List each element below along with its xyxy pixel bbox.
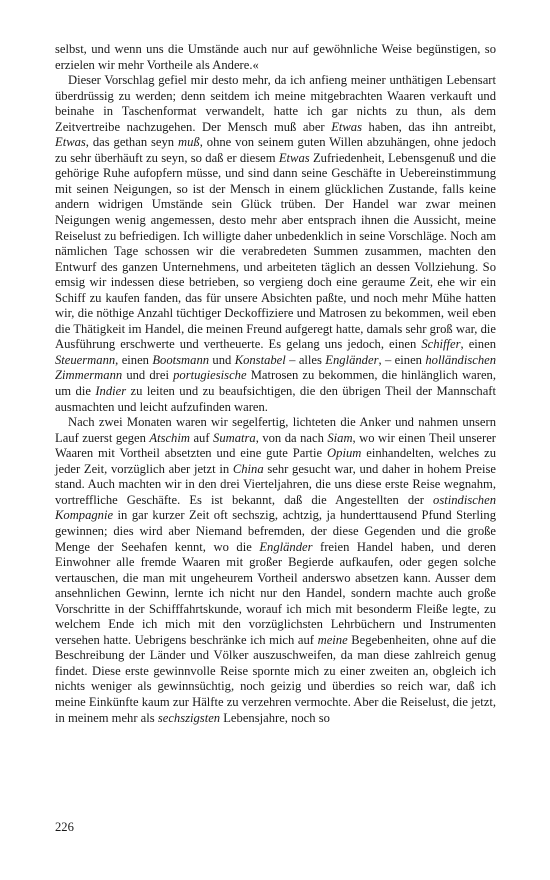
italic-text: Konstabel	[234, 352, 286, 367]
text-run: , – einen	[378, 352, 426, 367]
italic-text: Schiffer	[421, 337, 461, 352]
text-run: Nach zwei Monaten waren wir segelfertig, lichteten die Anker und nahmen unsern Lauf zuerst gegen	[55, 415, 496, 445]
text-run: und drei	[122, 368, 174, 383]
italic-text: Opium	[327, 446, 362, 461]
italic-text: Etwas	[278, 150, 310, 165]
text-run: , wo wir einen Theil unserer Waaren mit Vortheil absetzten und eine gute Partie	[55, 430, 496, 461]
italic-text: Bootsmann	[152, 352, 210, 367]
italic-text: Engländer	[325, 352, 379, 367]
text-run: , einen	[115, 352, 153, 367]
text-run: haben, das ihn antreibt,	[361, 119, 497, 134]
text-run: Lebensjahre, noch so	[220, 710, 330, 725]
italic-text: Indier	[95, 384, 127, 399]
text-run: , einen	[460, 337, 496, 352]
text-run: einhandelten, welches zu jeder Zeit, vorzüglich aber jetzt in	[55, 446, 496, 476]
page-body	[55, 42, 496, 726]
text-run: zu leiten und zu beaufsichtigen, die den übrigen Theil der Mannschaft ausmachten und leicht aufzufinden waren.	[55, 384, 496, 414]
italic-text: Siam	[327, 430, 353, 445]
text-run: und	[209, 352, 235, 367]
text-run: sehr gesucht war, und daher in hohem Preise stand. Auch machten wir in den drei Vierteljahren, die uns diese erste Reise wegnahm, vortreffliche Geschäfte. Es ist bekannt, daß die Angestellten der	[55, 461, 496, 507]
italic-text: Etwas	[55, 135, 86, 150]
text-run: selbst, und wenn uns die Umstände auch nur auf gewöhnliche Weise begünstigen, so erzielen wir mehr Vortheile als Andere.«	[55, 42, 496, 72]
text-run: Zufriedenheit, Lebensgenuß und die gehörige Ruhe aufopfern müsse, und sind dann seine Geschäfte in Uebereinstimmung mit seinen Neigungen, so ist der Mensch in einem glücklichen Zustande, falls keine andern widrigen Umstände sein Glück trüben. Der Handel war zwar meinen Neigungen wenig angemessen, desto mehr aber entsprach ihnen die Aussicht, meine Reiselust zu befriedigen. Ich willigte daher unbedenklich in seine Vorschläge. Noch am nämlichen Tage schossen wir die verabredeten Summen zusammen, machten den Entwurf des ganzen Unternehmens, und arbeiteten täglich an dessen Vollziehung. So emsig wir indessen diese betrieben, so vergieng doch eine geraume Zeit, ehe wir ein Schiff zu kaufen fanden, das für unsere Absichten paßte, und noch mehr Mühe hatten wir, die nöthige Anzahl tüchtiger Deckoffiziere und Matrosen zu bekommen, weil eben die Thätigkeit im Handel, die meinen Freund aufgeregt hatte, damals sehr groß war, die Ausführung erschwerte und vertheuerte. Es gelang uns jedoch, einen	[55, 150, 496, 352]
italic-text: sechszigsten	[157, 710, 221, 725]
paragraph	[55, 415, 496, 726]
text-run: in gar kurzer Zeit oft sechszig, achtzig, ja hunderttausend Pfund Sterling gewinnen; dies wird aber Niemand befremden, der diese Gegenden und die große Menge der Seehafen kennt, wo die	[55, 508, 496, 554]
text-run: freien Handel haben, und deren Einwohner alle fremde Waaren mit großer Begierde aufkaufen, oder gegen solche vertauschen, die man mit ungeheurem Vortheil anderswo absetzen kann. Ausser dem ansehnlichen Gewinn, lernte ich nicht nur den Handel, sondern machte auch große Vorschritte in der Schifffahrtskunde, worauf ich mich mit besonderm Fleiße legte, zu welchem Ende ich mich mit den vorzüglichsten Lehrbüchern und Instrumenten versehen hatte. Uebrigens beschränke ich mich auf	[55, 539, 496, 647]
page-number: 226	[55, 820, 74, 834]
italic-text: Engländer	[259, 539, 313, 554]
italic-text: China	[232, 461, 264, 476]
text-run: Matrosen zu bekommen, die hinlänglich waren, um die	[55, 368, 496, 399]
italic-text: Steuermann	[55, 352, 116, 367]
italic-text: ostindischen Kompagnie	[55, 492, 496, 523]
italic-text: Sumatra	[213, 430, 256, 445]
text-run: Dieser Vorschlag gefiel mir desto mehr, da ich anfieng meiner unthätigen Lebensart überdrüssig zu werden; denn seitdem ich meine mitgebrachten Waaren verkauft und beinahe in Taschenformat verwandelt, hatte ich gar nichts zu thun, als dem Zeitvertreibe nachzugehen. Der Mensch muß aber	[55, 73, 496, 134]
text-run: Begebenheiten, ohne auf die Beschreibung der Länder und Völker auszuschweifen, da man diese zahlreich genug findet. Diese erste gewinnvolle Reise spornte mich zu einer zweiten an, obgleich ich nichts weniger als gewinnsüchtig, noch geizig und überdies so reich war, daß ich meine Einkünfte kaum zur Hälfte zu verzehren vermochte. Aber die Reiselust, die jetzt, in meinem mehr als	[55, 632, 496, 725]
text-run: , von da nach	[255, 430, 328, 445]
italic-text: holländischen Zimmermann	[55, 352, 496, 383]
text-run: , das gethan seyn	[85, 135, 179, 150]
italic-text: meine	[317, 632, 348, 647]
paragraph	[55, 73, 496, 415]
italic-text: muß	[178, 135, 200, 150]
italic-text: Atschim	[149, 430, 190, 445]
text-run: – alles	[285, 352, 326, 367]
paragraph	[55, 42, 496, 73]
italic-text: portugiesische	[173, 368, 247, 383]
text-run: , ohne von seinem guten Willen abzuhängen, ohne jedoch zu sehr überhäuft zu seyn, so daß er diesem	[55, 135, 497, 165]
text-run: auf	[189, 430, 214, 445]
italic-text: Etwas	[331, 119, 362, 134]
